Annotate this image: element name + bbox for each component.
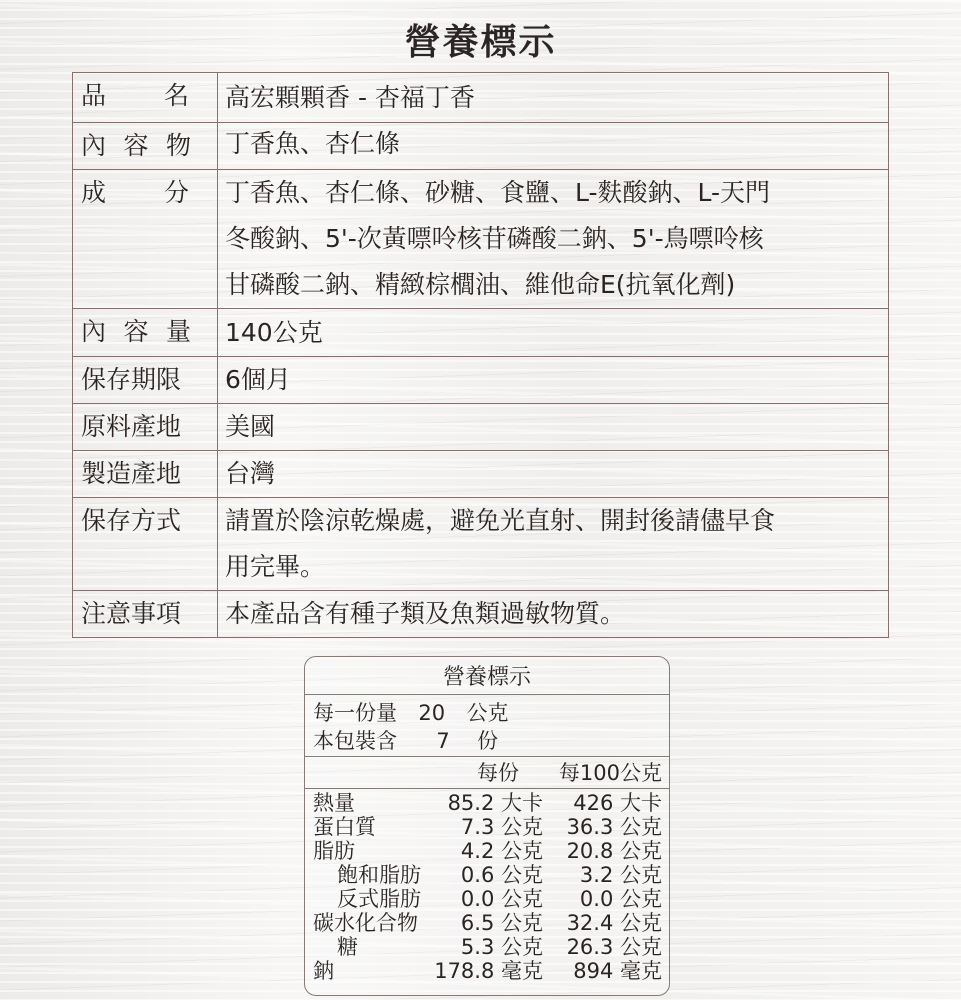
nutrient-name: 熱量 [313, 791, 355, 815]
notice-value: 本產品含有種子類及魚類過敏物質。 [218, 591, 889, 638]
storage-line: 用完畢。 [225, 552, 326, 581]
page-title: 營養標示 [404, 22, 557, 63]
table-row [73, 498, 889, 591]
divider [305, 756, 669, 757]
nutrient-name: 反式脂肪 [337, 887, 421, 911]
ingredients-label [73, 170, 218, 309]
serving-size-unit: 公克 [466, 701, 509, 725]
label-char: 容 [123, 317, 149, 346]
divider [305, 694, 669, 695]
origin-label: 原料產地 [73, 404, 218, 451]
col-header-per-100g: 每100公克 [558, 761, 662, 785]
serving-size-label: 每一份量 [313, 701, 397, 725]
table-row [73, 170, 889, 309]
col-header-per-serving: 每份 [477, 761, 519, 785]
shelf-life-value: 6個月 [218, 357, 889, 404]
label-char: 成 [81, 178, 107, 207]
nutrient-name: 飽和脂肪 [337, 863, 421, 887]
contents-label [73, 123, 218, 170]
nutrient-per-100g: 20.8 公克 [566, 839, 662, 863]
nutrient-row [305, 959, 669, 983]
nutrition-facts-panel [304, 656, 670, 996]
servings-value: 7 [436, 729, 450, 753]
nutrient-row [305, 911, 669, 935]
contents-value: 丁香魚、杏仁條 [218, 123, 889, 170]
nutrition-title: 營養標示 [442, 665, 531, 690]
nutrient-row [305, 935, 669, 959]
table-row [73, 123, 889, 170]
label-char: 內 [81, 317, 107, 346]
nutrient-per-100g: 894 毫克 [573, 959, 662, 983]
origin-value: 美國 [218, 404, 889, 451]
made-in-value: 台灣 [218, 451, 889, 498]
nutrient-per-100g: 0.0 公克 [579, 887, 662, 911]
product-spec-table [72, 72, 889, 638]
divider [305, 788, 669, 789]
servings-unit: 份 [477, 729, 499, 753]
net-weight-value: 140公克 [218, 309, 889, 357]
nutrient-per-100g: 32.4 公克 [566, 911, 662, 935]
nutrient-per-100g: 426 大卡 [573, 791, 662, 815]
nutrient-per-100g: 3.2 公克 [579, 863, 662, 887]
nutrient-name: 脂肪 [313, 839, 355, 863]
nutrient-per-serving: 7.3 公克 [460, 815, 543, 839]
nutrient-row [305, 839, 669, 863]
product-name-value: 高宏顆顆香 - 杏福丁香 [218, 73, 889, 123]
nutrient-per-serving: 0.0 公克 [460, 887, 543, 911]
storage-label: 保存方式 [73, 498, 218, 591]
label-char: 容 [123, 131, 149, 160]
table-row [73, 357, 889, 404]
nutrient-per-serving: 6.5 公克 [460, 911, 543, 935]
nutrient-per-serving: 178.8 毫克 [434, 959, 543, 983]
nutrient-per-100g: 36.3 公克 [566, 815, 662, 839]
nutrient-name: 糖 [337, 935, 358, 959]
nutrient-per-serving: 4.2 公克 [460, 839, 543, 863]
nutrient-rows [305, 791, 669, 983]
storage-line: 請置於陰涼乾燥處，避免光直射、開封後請儘早食 [225, 506, 776, 535]
servings-label: 本包裝含 [313, 729, 397, 753]
nutrient-per-serving: 5.3 公克 [460, 935, 543, 959]
nutrient-per-serving: 85.2 大卡 [447, 791, 543, 815]
servings-per-package [313, 729, 498, 753]
ingredients-line: 丁香魚、杏仁條、砂糖、食鹽、L-麩酸鈉、L-天門 [225, 178, 771, 207]
label-char: 量 [165, 317, 191, 346]
nutrient-row [305, 863, 669, 887]
shelf-life-label: 保存期限 [73, 357, 218, 404]
storage-value [218, 498, 889, 591]
ingredients-value [218, 170, 889, 309]
label-char: 名 [163, 81, 189, 110]
nutrient-per-100g: 26.3 公克 [566, 935, 662, 959]
label-char: 物 [165, 131, 191, 160]
made-in-label: 製造產地 [73, 451, 218, 498]
net-weight-label [73, 309, 218, 357]
label-char: 分 [163, 178, 189, 207]
ingredients-line: 甘磷酸二鈉、精緻棕櫚油、維他命E(抗氧化劑) [225, 270, 736, 299]
label-char: 品 [81, 81, 107, 110]
nutrient-row [305, 815, 669, 839]
nutrient-name: 碳水化合物 [313, 911, 418, 935]
table-row [73, 309, 889, 357]
serving-size-value: 20 [418, 701, 446, 725]
product-name-label [73, 73, 218, 123]
table-row [73, 404, 889, 451]
table-row [73, 591, 889, 638]
ingredients-line: 冬酸鈉、5'-次黃嘌呤核苷磷酸二鈉、5'-鳥嘌呤核 [225, 224, 764, 253]
nutrient-name: 鈉 [313, 959, 334, 983]
table-row [73, 451, 889, 498]
table-row [73, 73, 889, 123]
nutrient-row [305, 791, 669, 815]
notice-label: 注意事項 [73, 591, 218, 638]
serving-size [313, 701, 508, 725]
nutrient-per-serving: 0.6 公克 [460, 863, 543, 887]
nutrient-name: 蛋白質 [313, 815, 376, 839]
label-char: 內 [81, 131, 107, 160]
nutrient-row [305, 887, 669, 911]
